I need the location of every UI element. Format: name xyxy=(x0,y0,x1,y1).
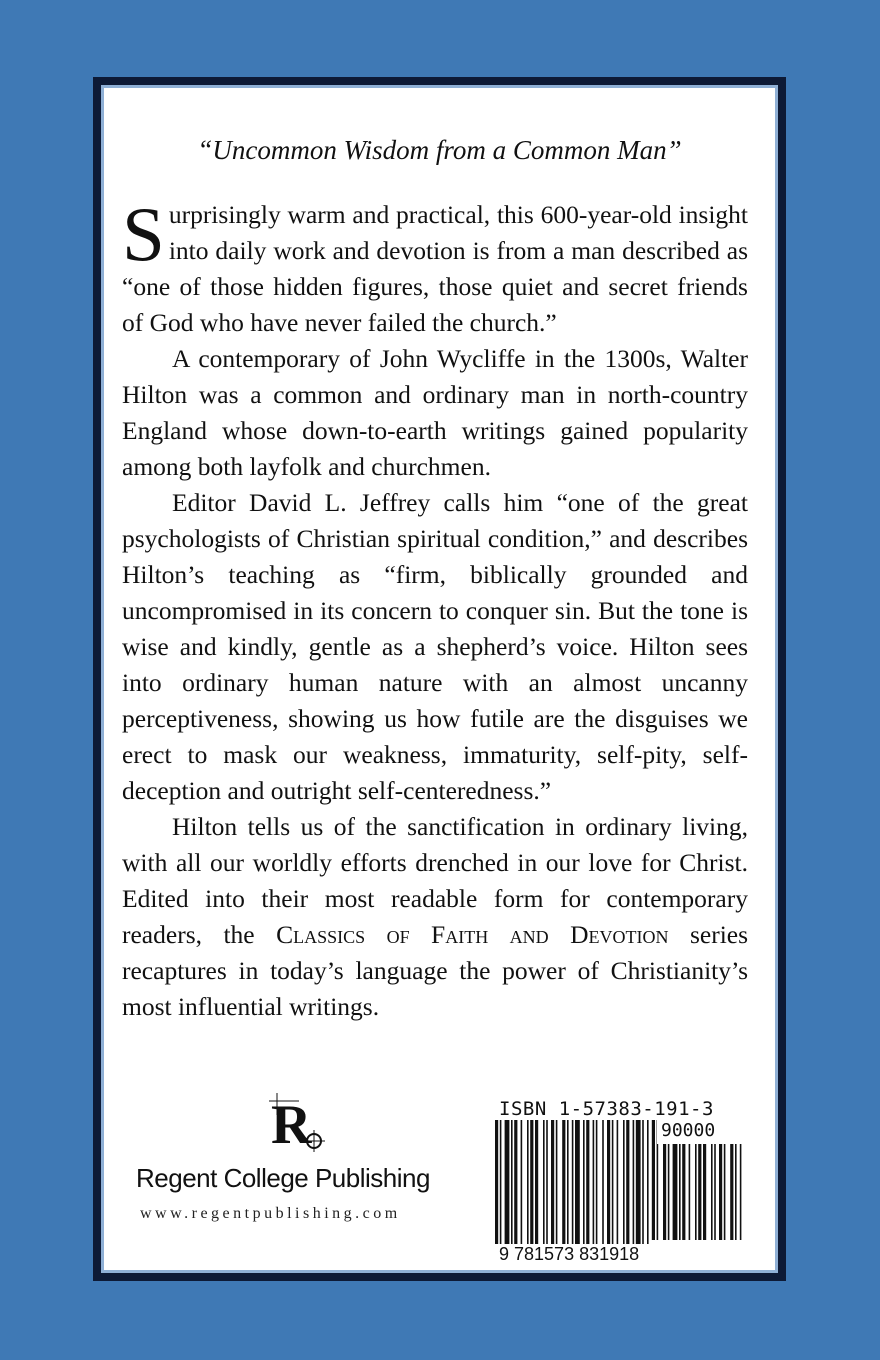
back-cover-panel xyxy=(104,88,775,1270)
barcode-bar xyxy=(535,1120,538,1244)
barcode-bar xyxy=(521,1120,523,1244)
blurb-paragraph-3: Editor David L. Jeffrey calls him “one of the great psychologists of Christian spiritual condition,” and describes Hilton’s teaching as “firm, biblically grounded and uncompromised in its concern to conquer sin. But the tone is wise and kindly, gentle as a shepherd’s voice. Hilton sees into ordinary human nature with an almost uncanny perceptiveness, showing us how futile are the disguises we erect to mask our weakness, immaturity, self-pity, self-deception and outright self-centeredness.” xyxy=(122,488,748,805)
cover-frame xyxy=(93,77,786,1281)
blurb-paragraph-4 xyxy=(122,809,748,1025)
publisher-block xyxy=(122,1093,472,1223)
barcode-bar xyxy=(607,1120,610,1244)
barcode-bar xyxy=(572,1120,574,1244)
barcode-bar xyxy=(652,1120,655,1240)
publisher-name: Regent College Publishing xyxy=(136,1163,430,1193)
publisher-url: www.regentpublishing.com xyxy=(140,1205,401,1222)
ean-digits: 9 781573 831918 xyxy=(499,1244,640,1264)
barcode-bar xyxy=(626,1120,629,1244)
barcode-bar xyxy=(500,1120,502,1244)
barcode-bar xyxy=(575,1120,580,1244)
tagline: “Uncommon Wisdom from a Common Man” xyxy=(197,135,682,165)
barcode-bar xyxy=(543,1120,545,1244)
barcode-bar xyxy=(623,1120,625,1244)
barcode-bar xyxy=(546,1120,548,1244)
cover-inner-border xyxy=(101,85,778,1273)
blurb-paragraph-2: A contemporary of John Wycliffe in the 1300s, Walter Hilton was a common and ordinary man in north-country England whose down-to-earth writings gained popularity among both layfolk and churchmen. xyxy=(122,344,748,481)
barcode-bar xyxy=(530,1120,533,1244)
blurb-paragraph-1 xyxy=(122,191,748,341)
barcode-bar xyxy=(636,1120,641,1244)
barcode-bar xyxy=(551,1120,554,1244)
barcode-bar xyxy=(556,1120,558,1244)
series-name: Classics of Faith and Devotion xyxy=(276,920,669,949)
publisher-logo-icon xyxy=(269,1093,327,1153)
logo-letter: R xyxy=(271,1094,312,1153)
barcode-block xyxy=(491,1098,749,1268)
barcode-bar xyxy=(596,1120,598,1244)
barcode-bar xyxy=(514,1120,517,1244)
drop-cap: S xyxy=(122,191,165,277)
barcode-bar xyxy=(602,1120,604,1244)
barcode-bar xyxy=(617,1120,619,1244)
barcode-bar xyxy=(562,1120,565,1244)
barcode-bar xyxy=(511,1120,513,1244)
barcode-bar xyxy=(586,1120,589,1244)
blurb-paragraph-4-end: series recaptures in today’s language the power of Christianity’s most influential writings. xyxy=(122,920,749,1021)
blurb-text xyxy=(122,191,749,1025)
blurb-paragraph-1-text: urprisingly warm and practical, this 600-year-old insight into daily work and devotion is from a man described as “one of those hidden figures, those quiet and secret friends of God who have never failed the church.” xyxy=(122,200,748,337)
barcode-bar xyxy=(495,1120,498,1244)
isbn-label: ISBN 1-57383-191-3 xyxy=(499,1098,714,1120)
barcode-bar xyxy=(505,1120,510,1244)
price-code: 90000 xyxy=(661,1120,716,1141)
barcode-bar xyxy=(633,1120,635,1244)
barcode-bar xyxy=(642,1120,644,1244)
barcode-bar xyxy=(612,1120,614,1244)
barcode-bar xyxy=(647,1120,649,1244)
barcode-bar xyxy=(567,1120,569,1244)
blurb-paragraph-4-start: Hilton tells us of the sanctification in ordinary living, with all our worldly efforts drenched in our love for Christ. Edited into their most readable form for contemporary readers, the xyxy=(122,812,748,949)
barcode-bar xyxy=(583,1120,585,1244)
barcode-bar xyxy=(593,1120,595,1244)
barcode-bar xyxy=(527,1120,529,1244)
